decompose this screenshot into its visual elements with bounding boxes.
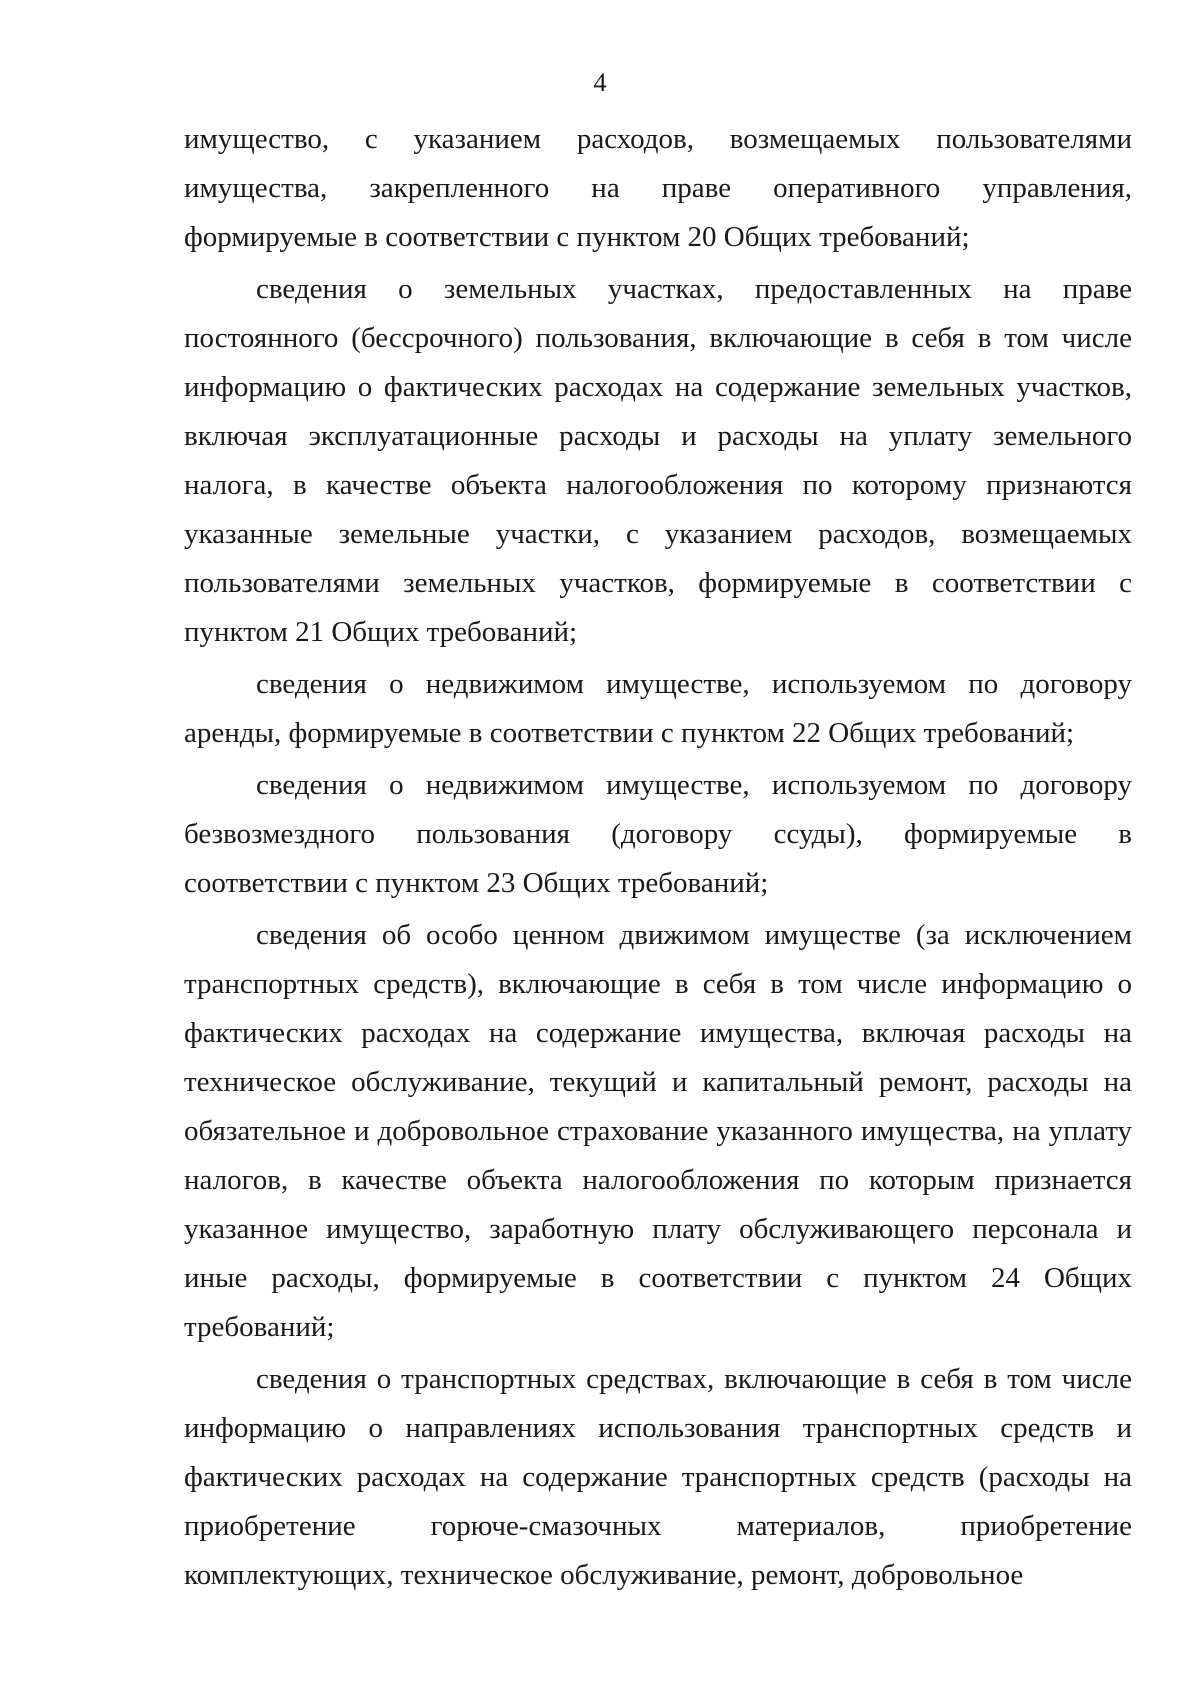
page-number: 4 — [593, 68, 607, 97]
paragraph-vehicles: сведения о транспортных средствах, включающие в себя в том числе информацию о направлениях использования транспортных средств и фактических расходах на содержание транспортных средств (расходы на приобретение горюче-смазочных материалов, приобретение комплектующих, техническое обслуживание, ремонт, добровольное — [184, 1363, 1132, 1591]
paragraph-property-expenses: имущество, с указанием расходов, возмещаемых пользователями имущества, закрепленного на праве оперативного управления, формируемые в соответствии с пунктом 20 Общих требований; — [184, 123, 1132, 253]
document-body — [184, 115, 1132, 1603]
paragraph-land-plots: сведения о земельных участках, предоставленных на праве постоянного (бессрочного) пользования, включающие в себя в том числе информацию о фактических расходах на содержание земельных участков, включая эксплуатационные расходы и расходы на уплату земельного налога, в качестве объекта налогообложения по которому признаются указанные земельные участки, с указанием расходов, возмещаемых пользователями земельных участков, формируемые в соответствии с пунктом 21 Общих требований; — [184, 273, 1132, 648]
paragraph-valuable-movable-property: сведения об особо ценном движимом имуществе (за исключением транспортных средств), включающие в себя в том числе информацию о фактических расходах на содержание имущества, включая расходы на техническое обслуживание, текущий и капитальный ремонт, расходы на обязательное и добровольное страхование указанного имущества, на уплату налогов, в качестве объекта налогообложения по которым признается указанное имущество, заработную плату обслуживающего персонала и иные расходы, формируемые в соответствии с пунктом 24 Общих требований; — [184, 919, 1132, 1343]
paragraph-lease-property: сведения о недвижимом имуществе, используемом по договору аренды, формируемые в соответствии с пунктом 22 Общих требований; — [184, 668, 1132, 749]
paragraph-free-use-property: сведения о недвижимом имуществе, используемом по договору безвозмездного пользования (договору ссуды), формируемые в соответствии с пунктом 23 Общих требований; — [184, 769, 1132, 899]
